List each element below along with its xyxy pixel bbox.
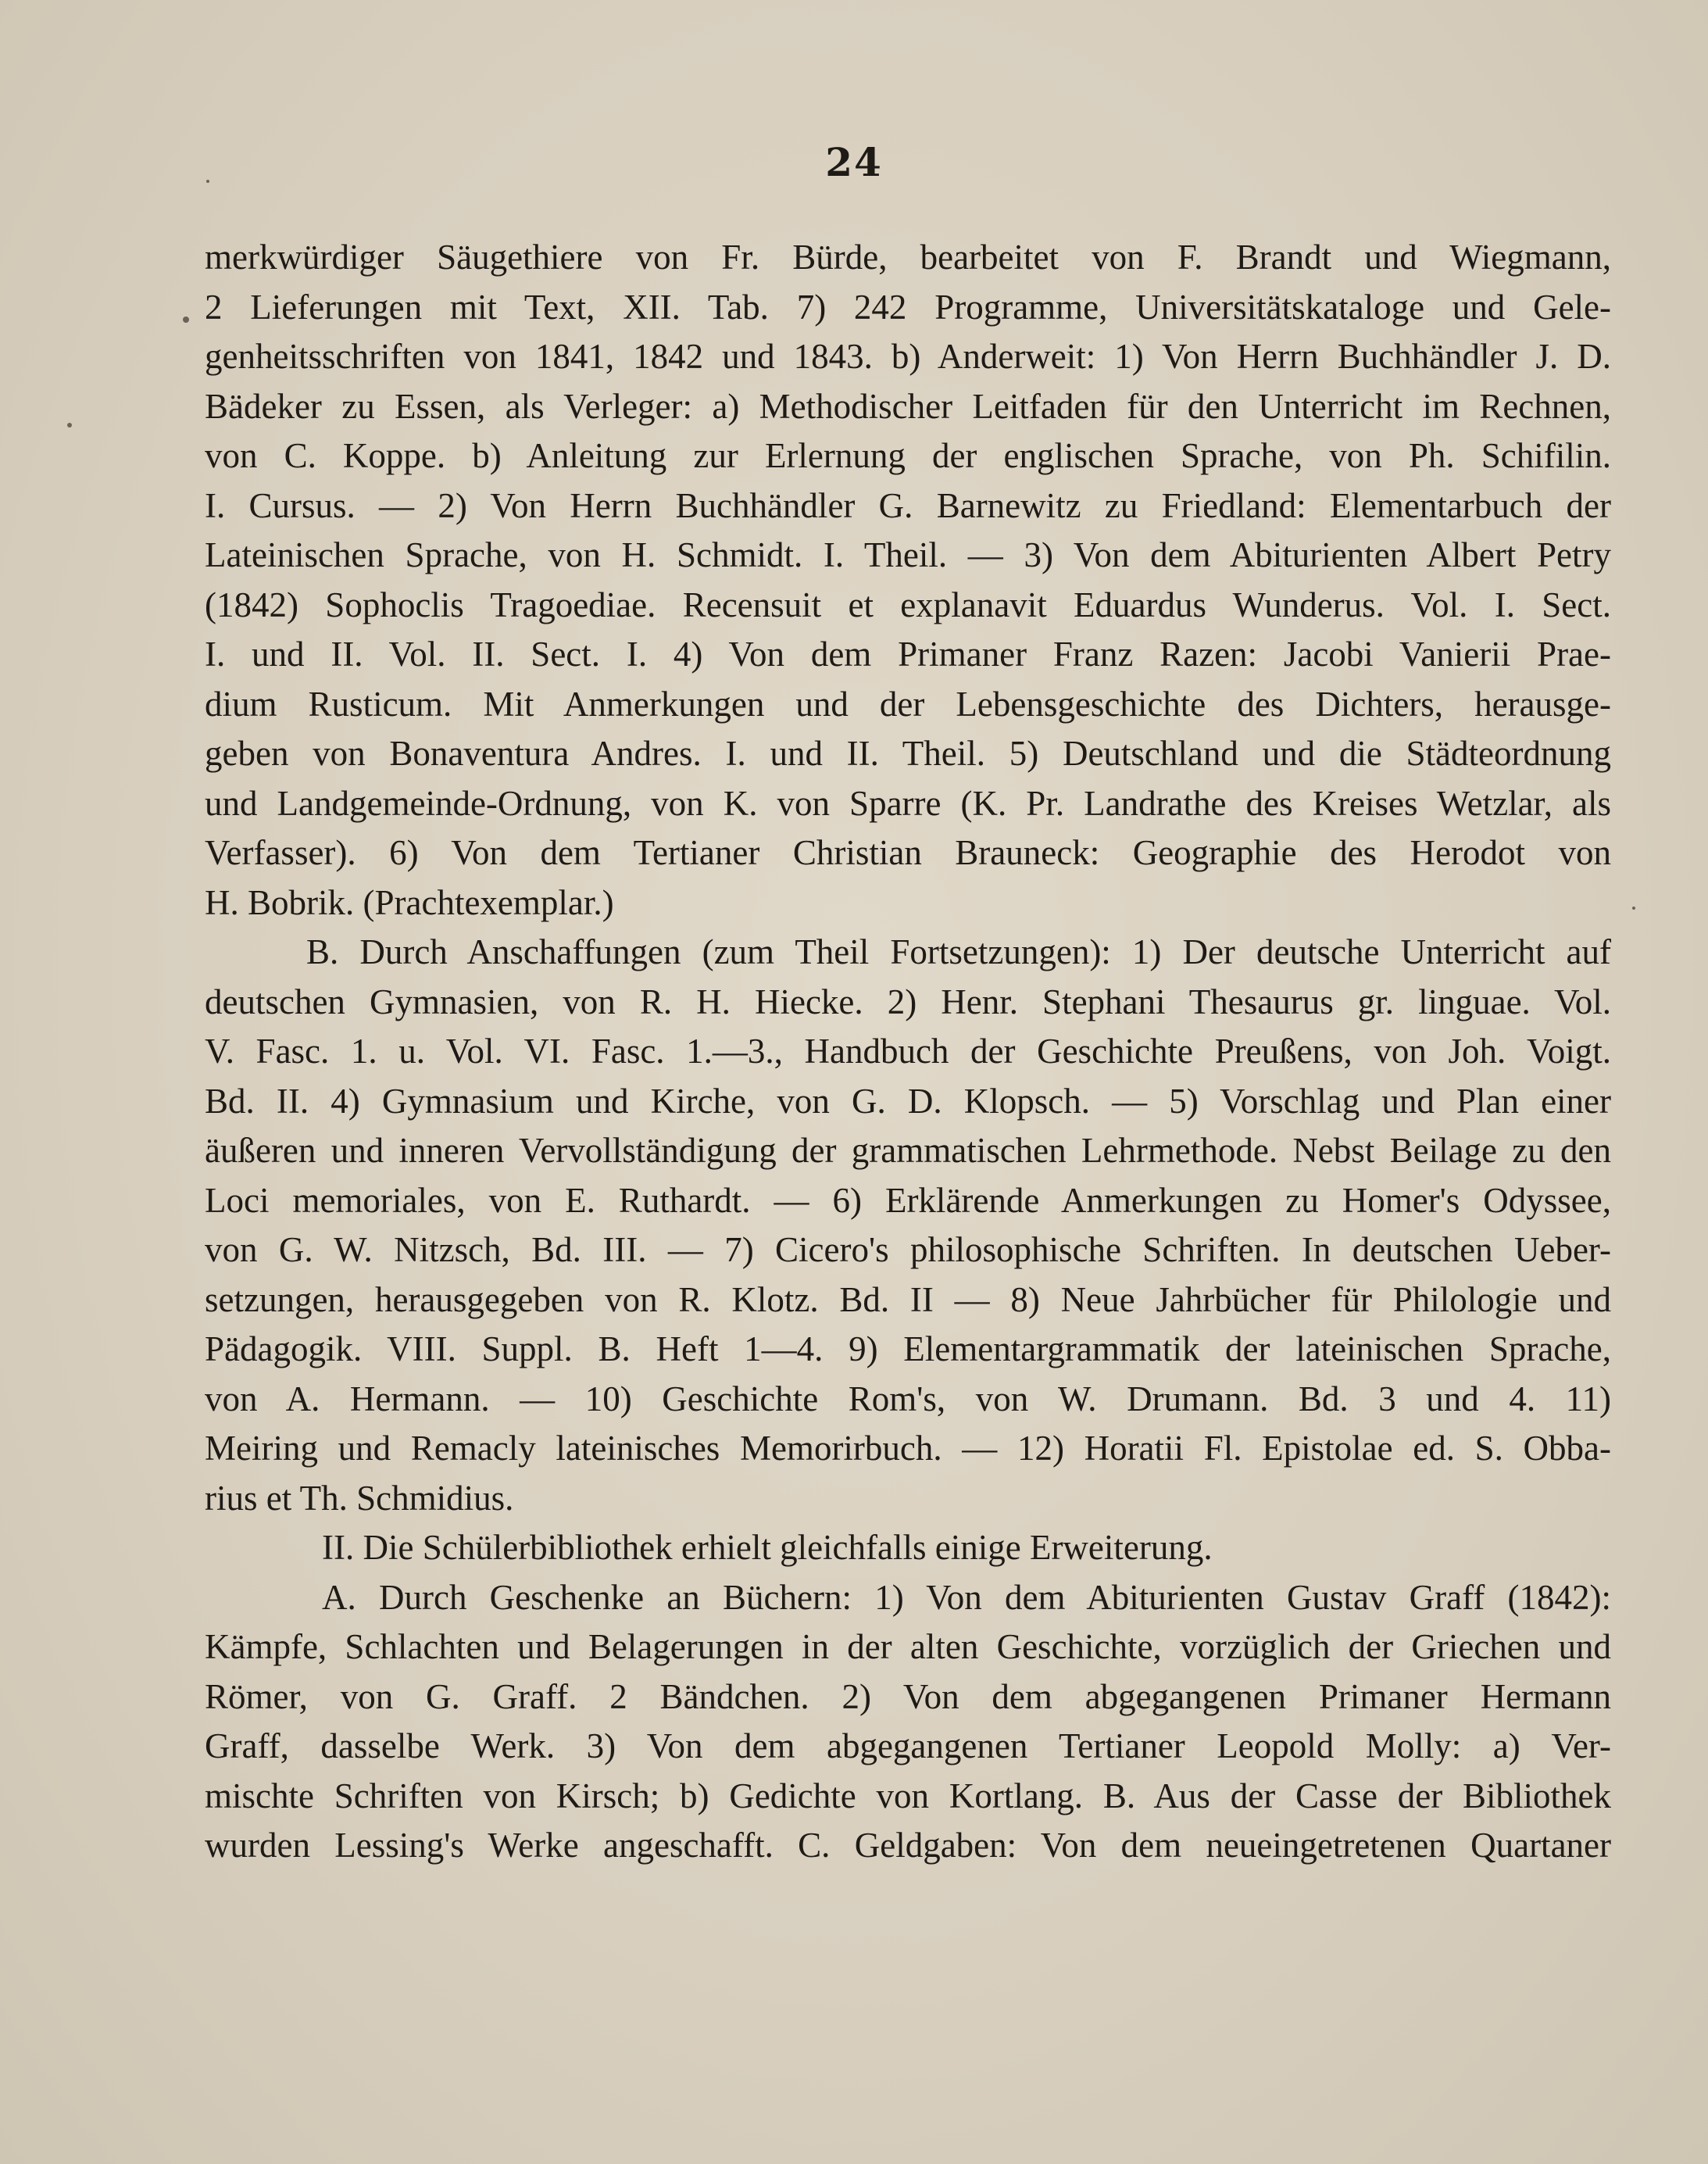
text-line: Loci memoriales, von E. Ruthardt. — 6) Erklärende Anmerkungen zu Homer's Odyssee, xyxy=(205,1180,1611,1220)
text-line: H. Bobrik. (Prachtexemplar.) xyxy=(205,882,614,922)
text-line: Meiring und Remacly lateinisches Memorirbuch. — 12) Horatii Fl. Epistolae ed. S. Obba- xyxy=(205,1429,1611,1468)
section-heading-line: II. Die Schülerbibliothek erhielt gleichfalls einige Erweiterung. xyxy=(322,1528,1213,1567)
text-line: rius et Th. Schmidius. xyxy=(205,1478,514,1518)
text-line: geben von Bonaventura Andres. I. und II. Theil. 5) Deutschland und die Städteordnung xyxy=(205,734,1611,773)
text-line: Lateinischen Sprache, von H. Schmidt. I. Theil. — 3) Von dem Abiturienten Albert Petry xyxy=(205,535,1611,574)
paper-speck xyxy=(67,423,72,427)
text-line: setzungen, herausgegeben von R. Klotz. Bd. II — 8) Neue Jahrbücher für Philologie und xyxy=(205,1279,1611,1319)
text-line: Bädeker zu Essen, als Verleger: a) Methodischer Leitfaden für den Unterricht im Rechnen, xyxy=(205,386,1611,426)
body-text xyxy=(205,233,1611,1871)
text-line: Pädagogik. VIII. Suppl. B. Heft 1—4. 9) Elementargrammatik der lateinischen Sprache, xyxy=(205,1329,1611,1368)
text-line: dium Rusticum. Mit Anmerkungen und der Lebensgeschichte des Dichters, herausge- xyxy=(205,684,1611,724)
text-line: I. Cursus. — 2) Von Herrn Buchhändler G. Barnewitz zu Friedland: Elementarbuch der xyxy=(205,485,1611,525)
paper-speck xyxy=(183,317,189,323)
text-line: B. Durch Anschaffungen (zum Theil Fortsetzungen): 1) Der deutsche Unterricht auf xyxy=(306,932,1611,971)
text-line: V. Fasc. 1. u. Vol. VI. Fasc. 1.—3., Handbuch der Geschichte Preußens, von Joh. Voigt. xyxy=(205,1032,1611,1071)
text-line: von C. Koppe. b) Anleitung zur Erlernung der englischen Sprache, von Ph. Schifilin. xyxy=(205,436,1611,475)
text-line: merkwürdiger Säugethiere von Fr. Bürde, bearbeitet von F. Brandt und Wiegmann, xyxy=(205,238,1611,277)
page-number: 24 xyxy=(825,139,883,185)
text-line: und Landgemeinde-Ordnung, von K. von Sparre (K. Pr. Landrathe des Kreises Wetzlar, als xyxy=(205,783,1611,823)
paper-speck xyxy=(1632,907,1635,910)
text-line: Bd. II. 4) Gymnasium und Kirche, von G. D. Klopsch. — 5) Vorschlag und Plan einer xyxy=(205,1081,1611,1121)
text-line: (1842) Sophoclis Tragoediae. Recensuit et explanavit Eduardus Wunderus. Vol. I. Sect. xyxy=(205,585,1611,624)
text-line: Kämpfe, Schlachten und Belagerungen in der alten Geschichte, vorzüglich der Griechen und xyxy=(205,1627,1611,1666)
text-line: mischte Schriften von Kirsch; b) Gedichte von Kortlang. B. Aus der Casse der Bibliothek xyxy=(205,1776,1611,1815)
text-line: genheitsschriften von 1841, 1842 und 1843. b) Anderweit: 1) Von Herrn Buchhändler J. D. xyxy=(205,337,1611,376)
text-line: A. Durch Geschenke an Büchern: 1) Von dem Abiturienten Gustav Graff (1842): xyxy=(322,1577,1611,1617)
text-line: wurden Lessing's Werke angeschafft. C. Geldgaben: Von dem neueingetretenen Quartaner xyxy=(205,1826,1611,1865)
text-line: von A. Hermann. — 10) Geschichte Rom's, von W. Drumann. Bd. 3 und 4. 11) xyxy=(205,1379,1611,1418)
text-line: Römer, von G. Graff. 2 Bändchen. 2) Von dem abgegangenen Primaner Hermann xyxy=(205,1676,1611,1716)
text-line: I. und II. Vol. II. Sect. I. 4) Von dem Primaner Franz Razen: Jacobi Vanierii Prae- xyxy=(205,635,1611,674)
text-line: 2 Lieferungen mit Text, XII. Tab. 7) 242 Programme, Universitätskataloge und Gele- xyxy=(205,287,1611,327)
text-line: von G. W. Nitzsch, Bd. III. — 7) Cicero's philosophische Schriften. In deutschen Ueber- xyxy=(205,1230,1611,1269)
paper-speck xyxy=(206,180,209,183)
text-line: deutschen Gymnasien, von R. H. Hiecke. 2) Henr. Stephani Thesaurus gr. linguae. Vol. xyxy=(205,982,1611,1021)
text-line: Graff, dasselbe Werk. 3) Von dem abgegangenen Tertianer Leopold Molly: a) Ver- xyxy=(205,1726,1611,1765)
text-line: Verfasser). 6) Von dem Tertianer Christian Brauneck: Geographie des Herodot von xyxy=(205,833,1611,872)
text-line: äußeren und inneren Vervollständigung der grammatischen Lehrmethode. Nebst Beilage zu den xyxy=(205,1131,1611,1170)
